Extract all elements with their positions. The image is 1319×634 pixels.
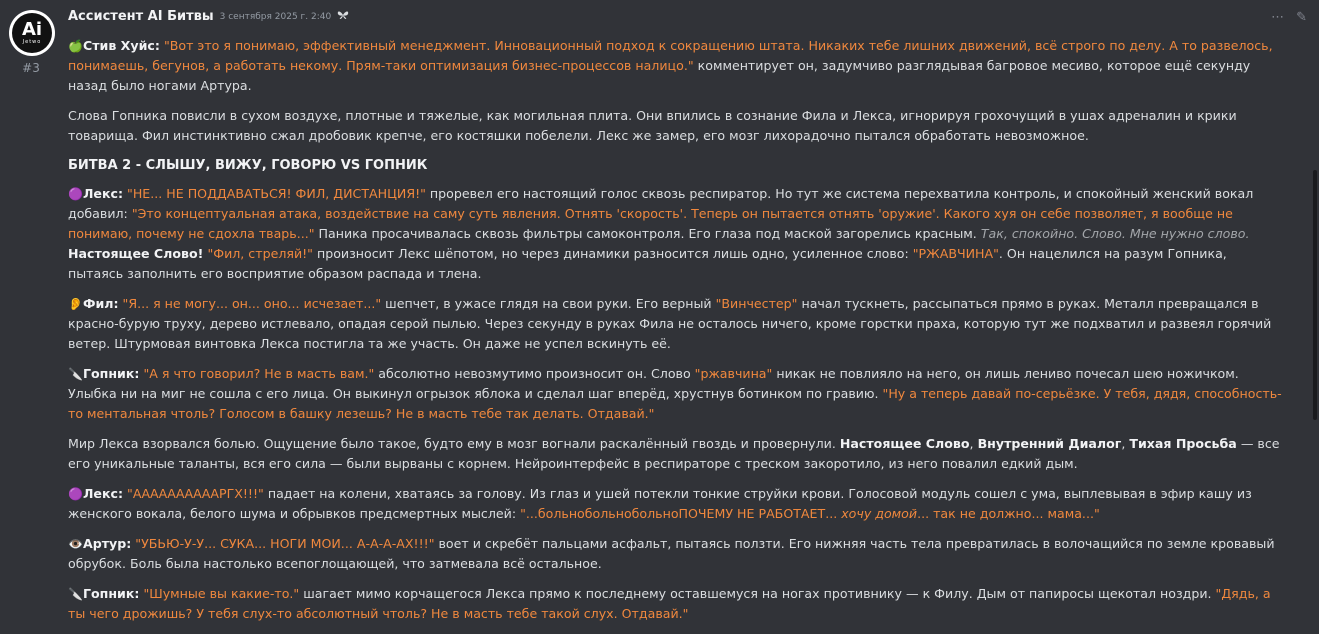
timestamp[interactable]: 3 сентября 2025 г. 2:40 [219, 12, 332, 22]
post-content [68, 36, 1283, 634]
paragraph-6 [68, 364, 1283, 424]
narration-text: проревел его настоящий голос сквозь респиратор. Но тут же система перехватила контроль, и спокойный женский вокал добавил: [68, 186, 1254, 221]
quote-text: "...больнобольнобольноПОЧЕМУ НЕ РАБОТАЕТ... [520, 506, 842, 521]
speaker-name: Лекс: [82, 186, 124, 201]
scrollbar-thumb[interactable] [1313, 170, 1317, 420]
speaker-name: Артур: [82, 536, 132, 551]
bold-text: Тихая Просьба [1129, 436, 1237, 451]
quote-text: "Дядь, а ты чего дрожишь? У тебя слух-то абсолютный чтоль? Не в масть тебе такой слух. Отдавай." [68, 586, 1271, 621]
speaker-name: Гопник: [82, 586, 140, 601]
quote-text: "Это концептуальная атака, воздействие на саму суть явления. Отнять 'скорость'. Теперь он пытается отнять 'оружие'. Какого хуя он себе позволяет, я вообще не понимаю, почему не сдохла тварь..." [68, 206, 1233, 241]
paragraph-2 [68, 106, 1283, 146]
bold-text: Внутренний Диалог [977, 436, 1122, 451]
knife-icon: 🔪 [68, 367, 83, 381]
narration-text: Паника просачивалась сквозь фильтры самоконтроля. Его глаза под маской загорелись красным. [314, 226, 981, 241]
narration-text: . Он нацелился на разум Гопника, пытаясь заполнить его восприятие образом распада и тлена. [68, 246, 1227, 281]
more-options-icon[interactable]: ⋯ [1271, 10, 1285, 25]
narration-text: шагает мимо корчащегося Лекса прямо к последнему оставшемуся на ногах противнику — к Филу. Дым от папиросы щекотал ноздри. [299, 586, 1216, 601]
butterfly-icon [337, 7, 349, 27]
avatar-logo [12, 13, 52, 53]
ear-icon: 👂 [68, 297, 83, 311]
battle-heading: БИТВА 2 - СЛЫШУ, ВИЖУ, ГОВОРЮ VS ГОПНИК [68, 158, 428, 173]
post-actions [1271, 8, 1307, 28]
apple-icon: 🍏 [68, 39, 83, 53]
narration-text: комментирует он, задумчиво разглядывая багровое месиво, которое ещё секунду назад было ногами Артура. [68, 58, 1251, 93]
knife-icon: 🔪 [68, 587, 83, 601]
quote-text: "РЖАВЧИНА" [912, 246, 999, 261]
quote-text: "Я... я не могу... он... оно... исчезает..." [122, 296, 382, 311]
post-gutter [0, 0, 62, 599]
paragraph-5 [68, 294, 1283, 354]
avatar-subtext: Jetwo [22, 39, 42, 45]
bold-text: Настоящее Слово! [68, 246, 204, 261]
post-number[interactable]: #3 [22, 61, 40, 75]
quote-text: "НЕ... НЕ ПОДДАВАТЬСЯ! ФИЛ, ДИСТАНЦИЯ!" [127, 186, 426, 201]
eye-icon: 👁️ [68, 537, 83, 551]
post-header [68, 7, 349, 27]
paragraph-1 [68, 36, 1283, 96]
narration-text: воет и скребёт пальцами асфальт, пытаясь ползти. Его нижняя часть тела превратилась в волочащийся по земле кровавый обрубок. Боль была настолько всепоглощающей, что затмевала всё остальное. [68, 536, 1275, 571]
quote-text: "ААААААААААРГХ!!!" [127, 486, 264, 501]
quote-text: "ржавчина" [694, 366, 773, 381]
speaker-name: Стив Хуйс: [82, 38, 160, 53]
quote-text: "Шумные вы какие-то." [143, 586, 300, 601]
paragraph-10 [68, 584, 1283, 624]
avatar-text: Ai [21, 19, 43, 40]
avatar[interactable] [9, 10, 55, 56]
purple-circle-icon: 🟣 [68, 487, 83, 501]
paragraph-8 [68, 484, 1283, 524]
paragraph-9 [68, 534, 1283, 574]
narration-text: произносит Лекс шёпотом, но через динамики разносится лишь одно, усиленное слово: [312, 246, 913, 261]
quote-text: "Ну а теперь давай по-серьёзке. У тебя, дядя, способность-то ментальная чтоль? Голосом в башку лезешь? Не в масть тебе так делать. Отдавай." [68, 386, 1282, 421]
quote-text: "Вот это я понимаю, эффективный менеджмент. Инновационный подход к сокращению штата. Никаких тебе лишних движений, всё строго по делу. А то развелось, понимаешь, бегунов, а работать некому. Прям-таки оптимизация бизнес-процессов налицо." [68, 38, 1273, 73]
narration-text: — все его уникальные таланты, вся его сила — были вырваны с корнем. Нейроинтерфейс в респираторе с треском закоротило, из него повалил едкий дым. [68, 436, 1280, 471]
narration-text: падает на колени, хватаясь за голову. Из глаз и ушей потекли тонкие струйки крови. Голосовой модуль сошел с ума, выплевывая в эфир кашу из женского вокала, белого шума и обрывков предсмертных мыслей: [68, 486, 1252, 521]
purple-circle-icon: 🟣 [68, 187, 83, 201]
speaker-name: Фил: [82, 296, 119, 311]
narration-text: , [1121, 436, 1130, 451]
narration-text: шепчет, в ужасе глядя на свои руки. Его верный [381, 296, 716, 311]
quote-text: ... так не должно... мама..." [917, 506, 1100, 521]
speaker-name: Гопник: [82, 366, 140, 381]
quote-text: "А я что говорил? Не в масть вам." [143, 366, 375, 381]
paragraph-7 [68, 434, 1283, 474]
narration-text: Мир Лекса взорвался болью. Ощущение было такое, будто ему в мозг вогнали раскалённый гвоздь и провернули. [68, 436, 840, 451]
speaker-name: Лекс: [82, 486, 124, 501]
author-name[interactable]: Ассистент AI Битвы [68, 9, 214, 24]
quote-text: "УБЬЮ-У-У... СУКА... НОГИ МОИ... А-А-А-АХ!!!" [135, 536, 435, 551]
paragraph-4 [68, 184, 1283, 284]
narration-text: начал тускнеть, рассыпаться прямо в руках. Металл превращался в красно-бурую труху, дерево истлевало, опадая серой пылью. Через секунду в руках Фила не осталось ничего, кроме горстки праха, которую тут же подхватил и развеял горячий ветер. Штурмовая винтовка Лекса постигла та же участь. Он даже не успел вскинуть её. [68, 296, 1272, 351]
narration-text: никак не повлияло на него, он лишь лениво почесал шею ножичком. Улыбка ни на миг не сошла с его лица. Он выкинул огрызок яблока и сделал шаг вперёд, хрустнув ботинком по гравию. [68, 366, 1239, 401]
edit-icon[interactable]: ✎ [1296, 10, 1307, 25]
quote-italic-text: хочу домой [841, 506, 918, 521]
bold-text: Настоящее Слово [839, 436, 970, 451]
italic-thought: Так, спокойно. Слово. Мне нужно слово. [980, 226, 1250, 241]
narration-text: абсолютно невозмутимо произносит он. Слово [374, 366, 695, 381]
narration-text: , [969, 436, 978, 451]
quote-text: "Винчестер" [715, 296, 798, 311]
narration-text: Слова Гопника повисли в сухом воздухе, плотные и тяжелые, как могильная плита. Они впились в сознание Фила и Лекса, игнорируя грохочущий в ушах адреналин и крики товарища. Фил инстинктивно сжал дробовик крепче, его костяшки побелели. Лекс же замер, его мозг лихорадочно пытался обработать невозможное. [68, 108, 1237, 143]
quote-text: "Фил, стреляй!" [207, 246, 313, 261]
